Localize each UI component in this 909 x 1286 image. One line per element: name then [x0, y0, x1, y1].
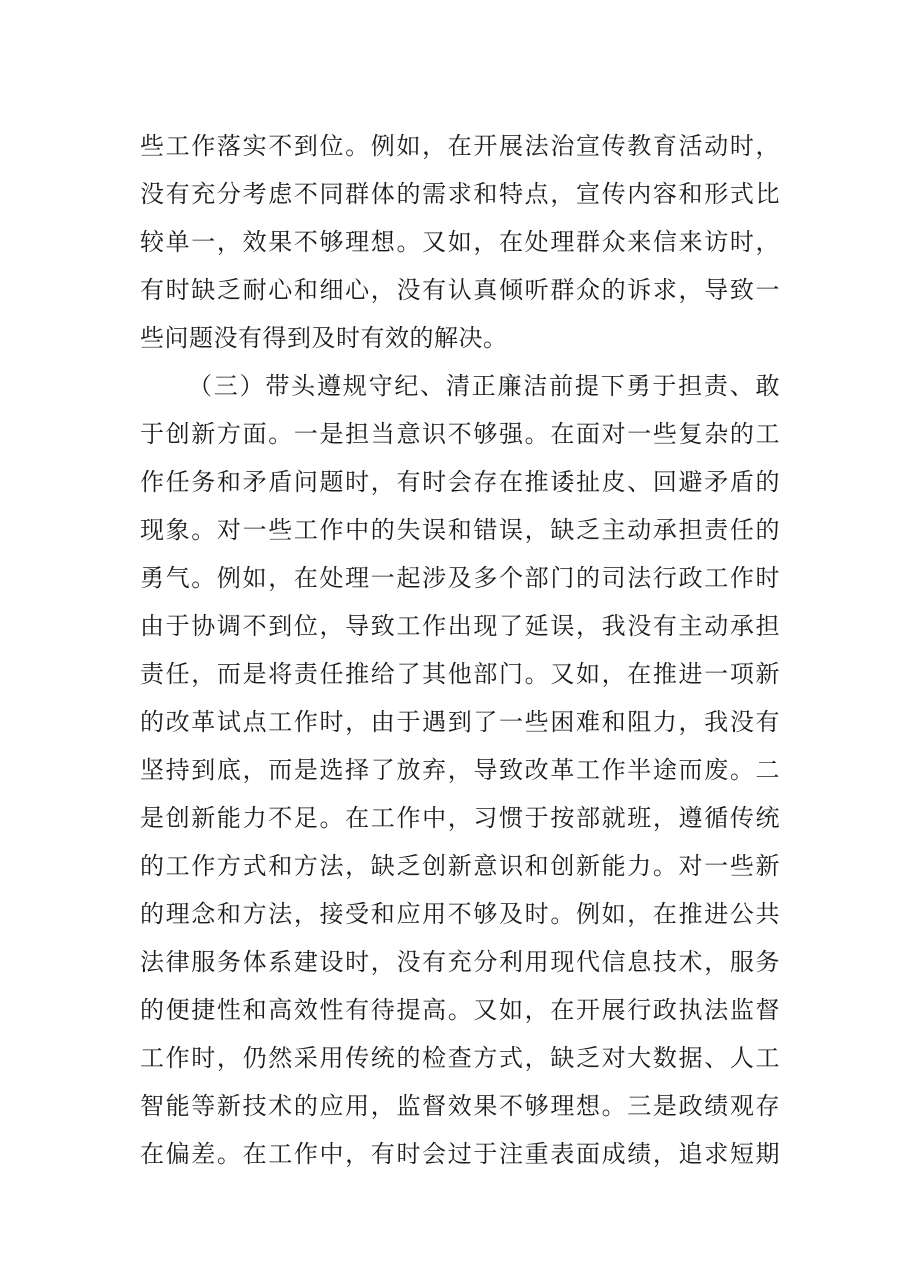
- text-line: 坚持到底，而是选择了放弃，导致改革工作半途而废。二: [140, 756, 780, 784]
- text-line: 智能等新技术的应用，监督效果不够理想。三是政绩观存: [140, 1092, 780, 1120]
- text-line: 工作时，仍然采用传统的检查方式，缺乏对大数据、人工: [140, 1044, 780, 1072]
- text-line: 没有充分考虑不同群体的需求和特点，宣传内容和形式比: [140, 180, 780, 208]
- text-line: 较单一，效果不够理想。又如，在处理群众来信来访时，: [140, 228, 780, 256]
- text-line: 些工作落实不到位。例如，在开展法治宣传教育活动时，: [140, 132, 780, 160]
- text-line: 些问题没有得到及时有效的解决。: [140, 324, 508, 352]
- text-line: 的工作方式和方法，缺乏创新意识和创新能力。对一些新: [140, 852, 780, 880]
- text-line: 是创新能力不足。在工作中，习惯于按部就班，遵循传统: [140, 804, 780, 832]
- text-line: 的便捷性和高效性有待提高。又如，在开展行政执法监督: [140, 996, 780, 1024]
- text-line: 由于协调不到位，导致工作出现了延误，我没有主动承担: [140, 612, 780, 640]
- text-line: 在偏差。在工作中，有时会过于注重表面成绩，追求短期: [140, 1140, 780, 1168]
- text-line: 现象。对一些工作中的失误和错误，缺乏主动承担责任的: [140, 516, 780, 544]
- text-line: 有时缺乏耐心和细心，没有认真倾听群众的诉求，导致一: [140, 276, 780, 304]
- text-line: 作任务和矛盾问题时，有时会存在推诿扯皮、回避矛盾的: [140, 468, 780, 496]
- text-line: 勇气。例如，在处理一起涉及多个部门的司法行政工作时: [140, 564, 780, 592]
- section-heading-line: （三）带头遵规守纪、清正廉洁前提下勇于担责、敢: [188, 372, 780, 400]
- text-line: 的改革试点工作时，由于遇到了一些困难和阻力，我没有: [140, 708, 780, 736]
- text-line: 责任，而是将责任推给了其他部门。又如，在推进一项新: [140, 660, 780, 688]
- text-line: 于创新方面。一是担当意识不够强。在面对一些复杂的工: [140, 420, 780, 448]
- text-line: 法律服务体系建设时，没有充分利用现代信息技术，服务: [140, 948, 780, 976]
- text-line: 的理念和方法，接受和应用不够及时。例如，在推进公共: [140, 900, 780, 928]
